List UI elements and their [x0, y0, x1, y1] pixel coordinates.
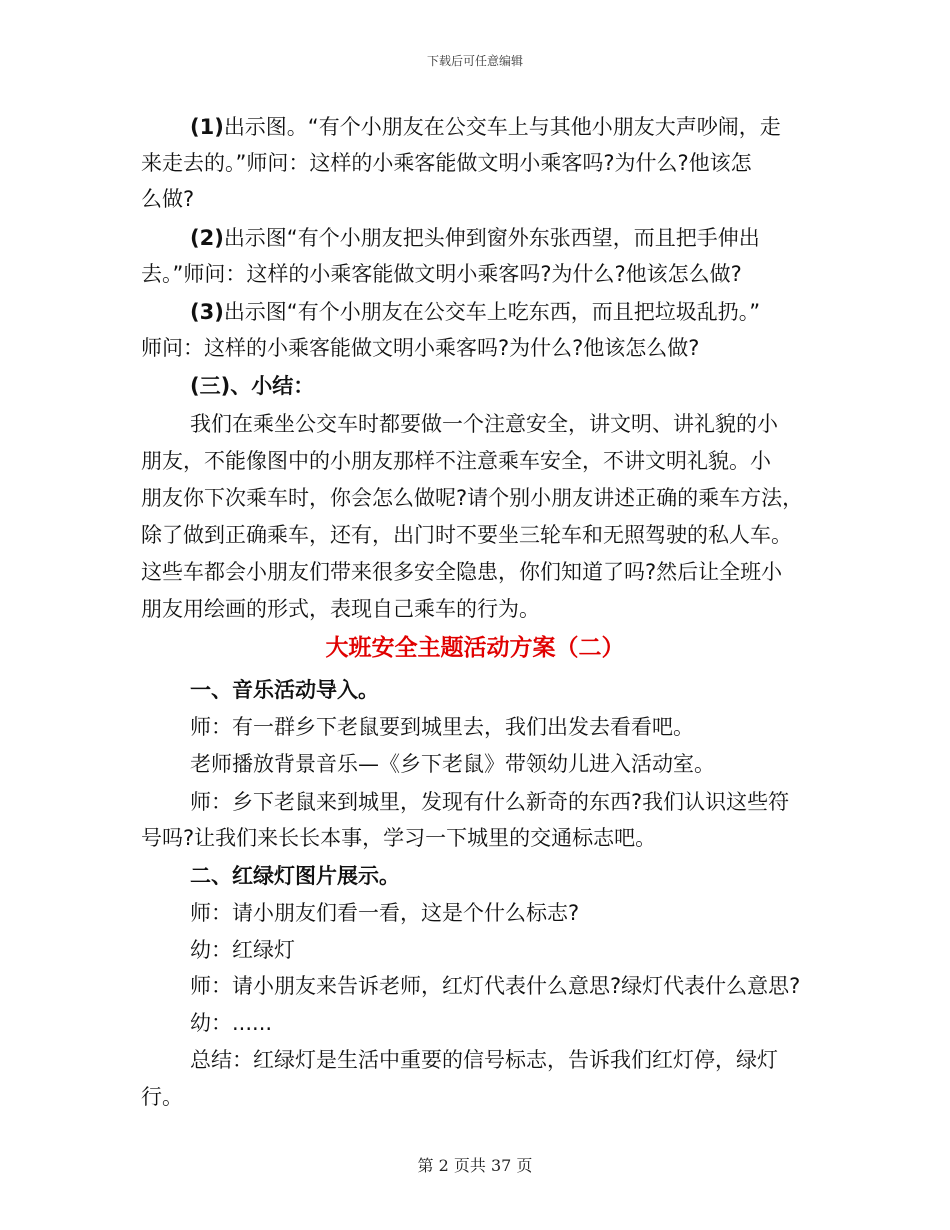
item-1-line-3: 么做? — [141, 187, 195, 211]
paragraph-2: 老师播放背景音乐—《乡下老鼠》带领幼儿进入活动室。 — [190, 752, 715, 776]
item-3-line-1 — [0, 294, 950, 330]
paragraph-4: 师：请小朋友们看一看，这是个什么标志? — [190, 901, 580, 925]
summary-line-1: 我们在乘坐公交车时都要做一个注意安全，讲文明、讲礼貌的小 — [190, 412, 778, 436]
paragraph-6: 师：请小朋友来告诉老师，红灯代表什么意思?绿灯代表什么意思? — [190, 974, 801, 998]
item-2-number: (2) — [190, 226, 224, 250]
paragraph-1: 师：有一群乡下老鼠要到城里去，我们出发去看看吧。 — [190, 715, 694, 739]
page-header: 下载后可任意编辑 — [426, 54, 523, 68]
paragraph-8-line-2: 行。 — [141, 1085, 183, 1109]
paragraph-5: 幼：红绿灯 — [190, 938, 295, 962]
heading-traffic-light: 二、红绿灯图片展示。 — [190, 864, 400, 888]
item-3-text-1: 出示图“有个小朋友在公交车上吃东西，而且把垃圾乱扔。” — [223, 300, 761, 324]
paragraph-3-line-1: 师：乡下老鼠来到城里，发现有什么新奇的东西?我们认识这些符 — [190, 790, 790, 814]
item-1-text-1: 出示图。“有个小朋友在公交车上与其他小朋友大声吵闹，走 — [223, 115, 781, 139]
heading-music-intro: 一、音乐活动导入。 — [190, 678, 379, 702]
item-1-line-2: 来走去的。”师问：这样的小乘客能做文明小乘客吗?为什么?他该怎 — [141, 151, 752, 175]
summary-line-2: 朋友，不能像图中的小朋友那样不注意乘车安全，不讲文明礼貌。小 — [141, 449, 771, 473]
paragraph-7: 幼：...... — [190, 1011, 273, 1035]
summary-line-5: 这些车都会小朋友们带来很多安全隐患，你们知道了吗?然后让全班小 — [141, 560, 783, 584]
page-footer: 第 2 页共 37 页 — [417, 1156, 533, 1175]
item-3-line-2: 师问：这样的小乘客能做文明小乘客吗?为什么?他该怎么做? — [141, 336, 700, 360]
section-2-title: 大班安全主题活动方案（二） — [325, 635, 625, 661]
item-1-line-1 — [0, 109, 950, 145]
item-2-line-1 — [0, 220, 950, 256]
summary-line-3: 朋友你下次乘车时，你会怎么做呢?请个别小朋友讲述正确的乘车方法， — [141, 486, 804, 510]
summary-line-4: 除了做到正确乘车，还有，出门时不要坐三轮车和无照驾驶的私人车。 — [141, 523, 792, 547]
summary-heading: (三)、小结： — [190, 374, 315, 398]
paragraph-8-line-1: 总结：红绿灯是生活中重要的信号标志，告诉我们红灯停，绿灯 — [190, 1048, 778, 1072]
item-1-number: (1) — [190, 115, 224, 139]
summary-line-6: 朋友用绘画的形式，表现自己乘车的行为。 — [141, 597, 540, 621]
paragraph-3-line-2: 号吗?让我们来长长本事，学习一下城里的交通标志吧。 — [141, 826, 657, 850]
item-3-number: (3) — [190, 300, 224, 324]
item-2-text-1: 出示图“有个小朋友把头伸到窗外东张西望，而且把手伸出 — [223, 226, 760, 250]
item-2-line-2: 去。”师问：这样的小乘客能做文明小乘客吗?为什么?他该怎么做? — [141, 262, 742, 286]
